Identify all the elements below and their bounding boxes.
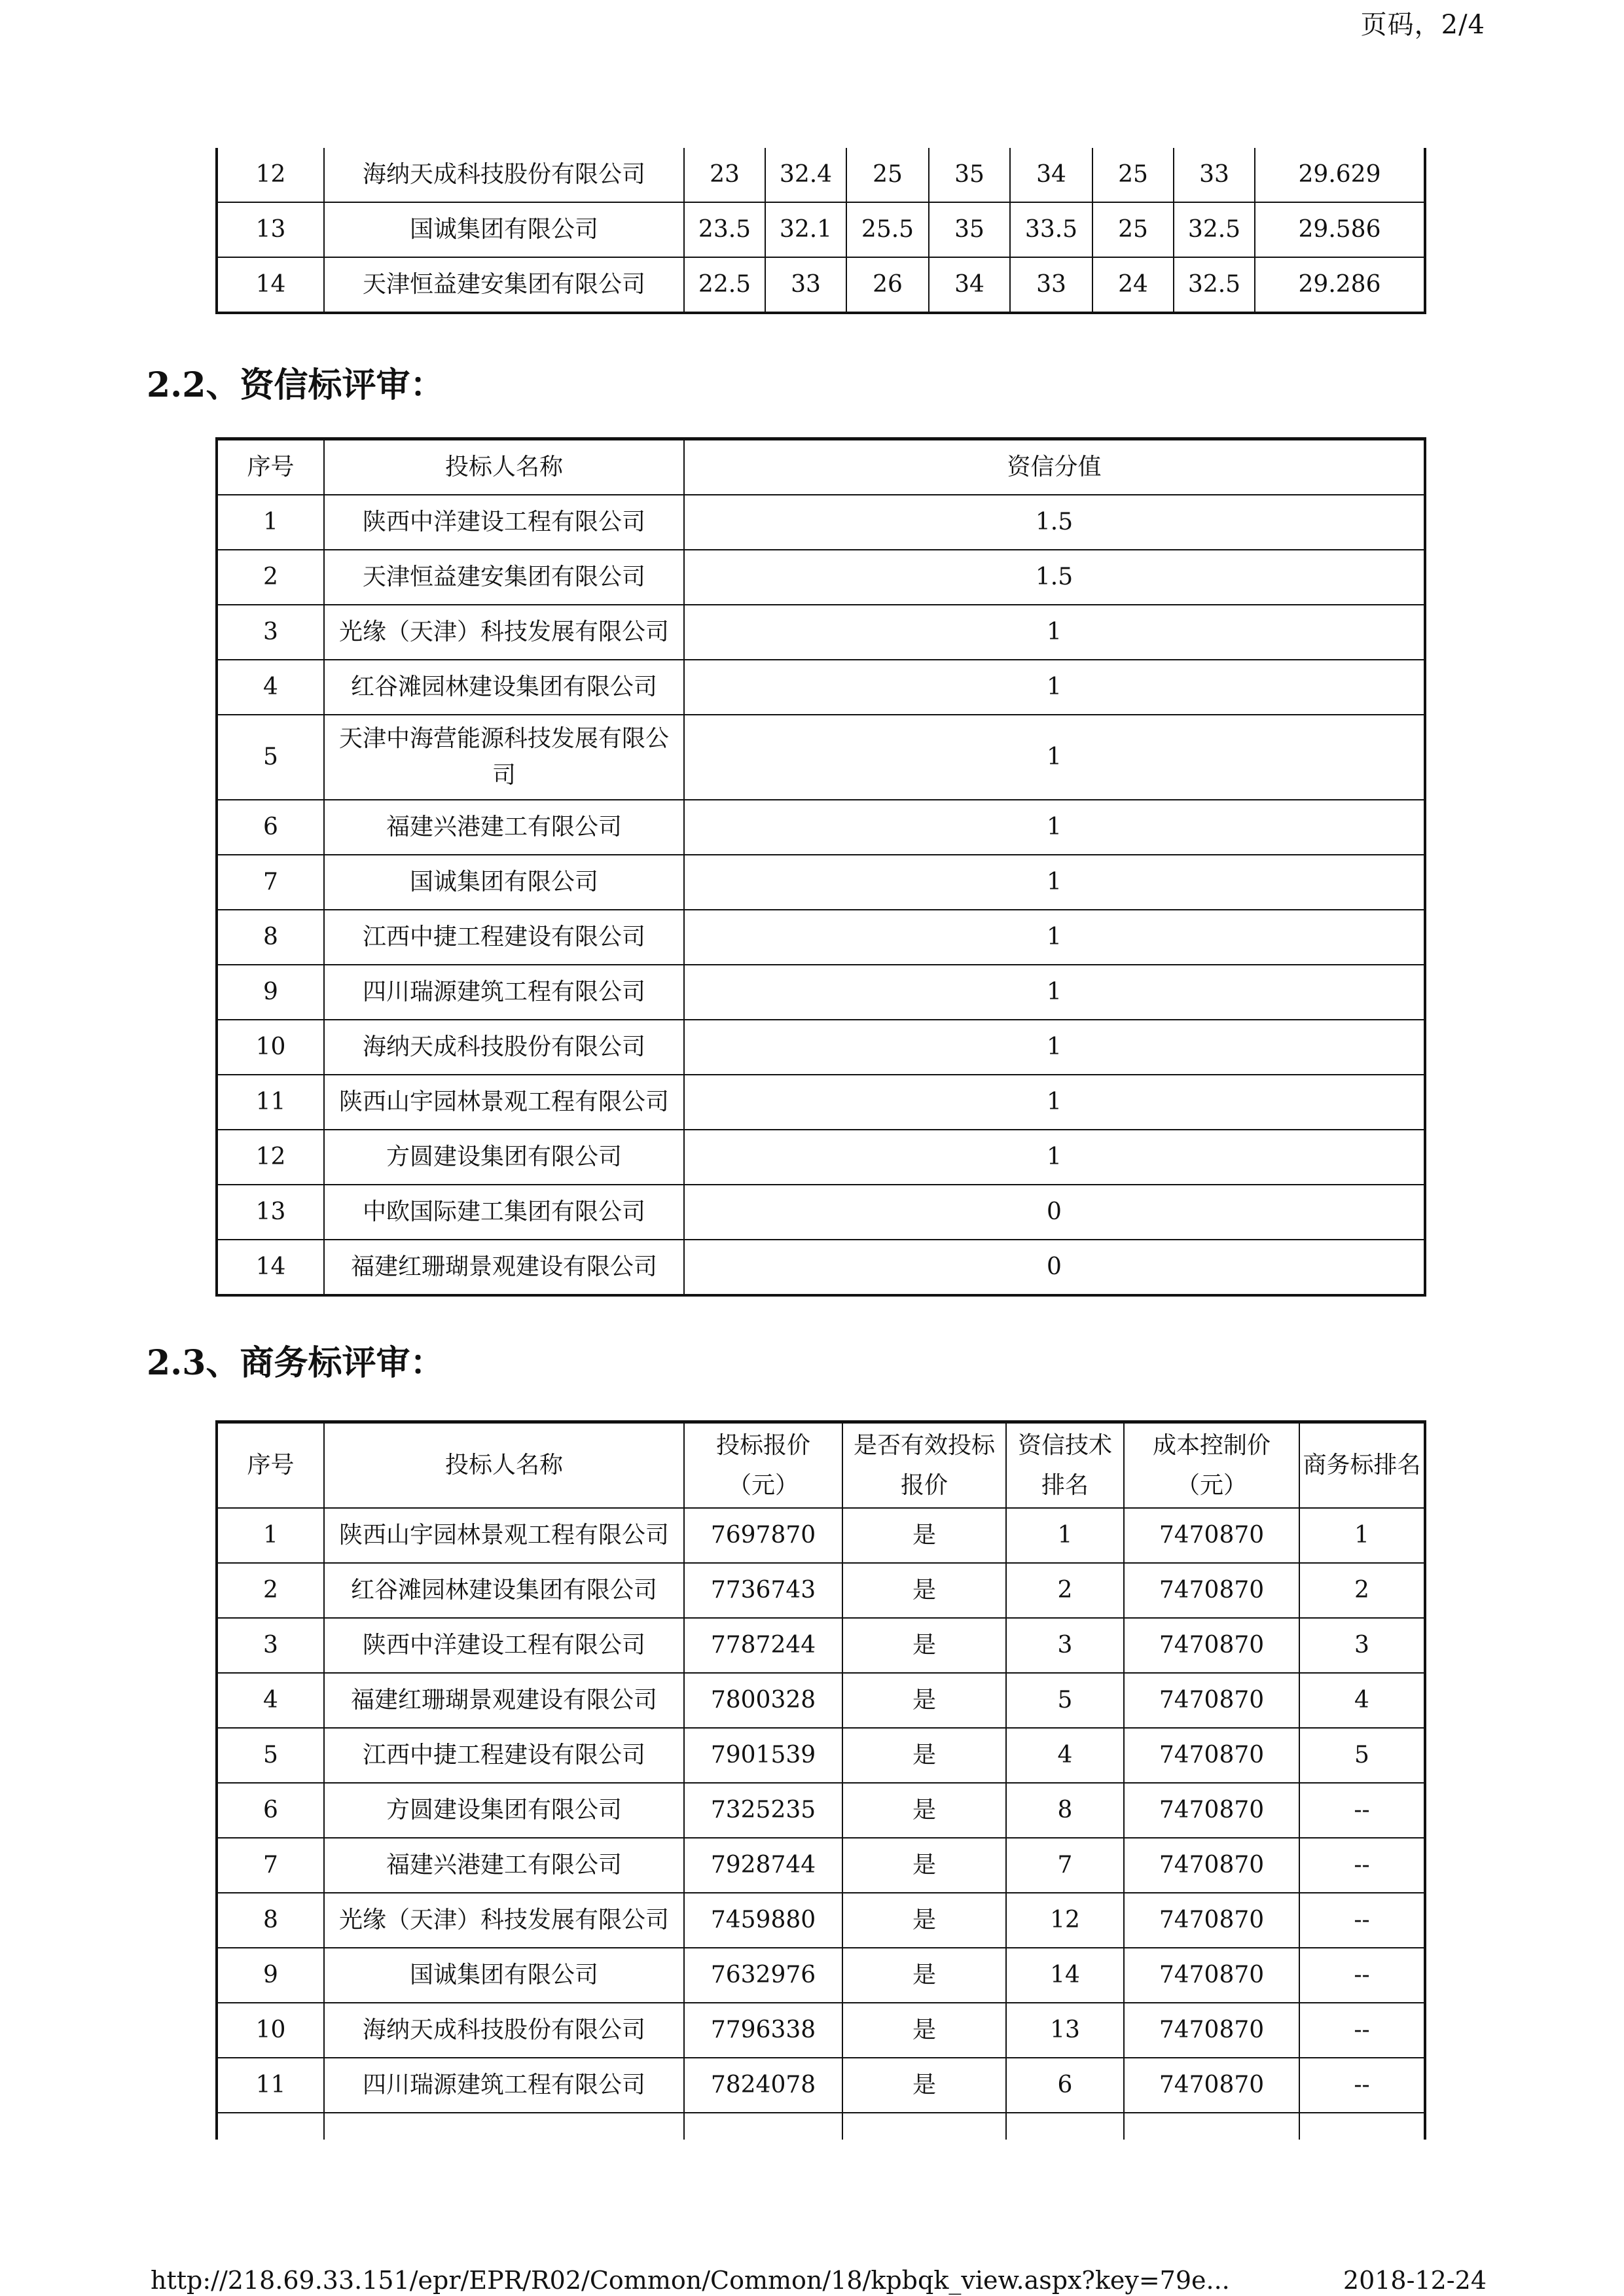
cell-score: 24: [1092, 257, 1174, 313]
cell-business-rank: 4: [1299, 1673, 1425, 1728]
table-row: [217, 2003, 1425, 2058]
cell-index: 8: [217, 1893, 324, 1948]
table-row: [217, 910, 1425, 965]
header-bidder: 投标人名称: [324, 1422, 684, 1509]
cell-score: 32.5: [1174, 257, 1255, 313]
cell-bid-price: 7796338: [684, 2003, 842, 2058]
cell-score: 22.5: [684, 257, 765, 313]
cell-index: 14: [217, 257, 324, 313]
cell-credit-rank: 5: [1006, 1673, 1124, 1728]
cell-credit-rank: 4: [1006, 1728, 1124, 1783]
cell-score: 35: [929, 202, 1010, 257]
cell-valid: 是: [842, 1838, 1006, 1893]
cell-bidder: 海纳天成科技股份有限公司: [324, 1020, 684, 1075]
cell-bid-price: 7824078: [684, 2058, 842, 2113]
cell-score: 25: [846, 148, 929, 202]
cell-credit-score: 1: [684, 800, 1425, 855]
cell-bidder: 光缘（天津）科技发展有限公司: [324, 605, 684, 660]
cell-credit-score: 1: [684, 1130, 1425, 1185]
cell-average: 29.586: [1255, 202, 1425, 257]
cell-cost-control: 7470870: [1124, 1783, 1299, 1838]
cell-index: 11: [217, 1075, 324, 1130]
cell-cost-control: 7470870: [1124, 1838, 1299, 1893]
table-row: [217, 1020, 1425, 1075]
cell-index: 10: [217, 2003, 324, 2058]
table-row: [217, 1838, 1425, 1893]
cell-empty: [217, 2113, 324, 2140]
table-row: [217, 715, 1425, 800]
cell-score: 33: [765, 257, 846, 313]
business-review-table: [215, 1420, 1426, 2140]
cell-valid: 是: [842, 2003, 1006, 2058]
cell-bidder: 陕西中洋建设工程有限公司: [324, 495, 684, 550]
cell-score: 25: [1092, 148, 1174, 202]
cell-credit-rank: 6: [1006, 2058, 1124, 2113]
cell-bid-price: 7800328: [684, 1673, 842, 1728]
cell-index: 11: [217, 2058, 324, 2113]
table-row: [217, 2058, 1425, 2113]
cell-bid-price: 7697870: [684, 1508, 842, 1563]
cell-cost-control: 7470870: [1124, 2058, 1299, 2113]
cell-index: 13: [217, 202, 324, 257]
cell-bidder: 福建兴港建工有限公司: [324, 1838, 684, 1893]
cell-business-rank: 2: [1299, 1563, 1425, 1618]
table-row: [217, 1948, 1425, 2003]
cell-credit-rank: 12: [1006, 1893, 1124, 1948]
cell-business-rank: --: [1299, 1783, 1425, 1838]
cell-bidder: 红谷滩园林建设集团有限公司: [324, 1563, 684, 1618]
cell-index: 6: [217, 1783, 324, 1838]
table-row: [217, 1185, 1425, 1240]
cell-bidder: 陕西中洋建设工程有限公司: [324, 1618, 684, 1673]
table-row: [217, 1508, 1425, 1563]
cell-bidder: 天津恒益建安集团有限公司: [324, 550, 684, 605]
cell-credit-rank: 13: [1006, 2003, 1124, 2058]
header-valid-bid: 是否有效投标报价: [842, 1422, 1006, 1509]
cell-index: 7: [217, 1838, 324, 1893]
cell-bidder: 天津中海营能源科技发展有限公司: [324, 715, 684, 800]
cell-bidder: 福建红珊瑚景观建设有限公司: [324, 1673, 684, 1728]
cell-index: 10: [217, 1020, 324, 1075]
cell-credit-score: 1: [684, 965, 1425, 1020]
table-row: [217, 257, 1425, 313]
cell-bidder: 海纳天成科技股份有限公司: [324, 148, 684, 202]
cell-index: 3: [217, 605, 324, 660]
cell-index: 2: [217, 1563, 324, 1618]
cell-index: 12: [217, 148, 324, 202]
cell-index: 2: [217, 550, 324, 605]
cell-index: 4: [217, 660, 324, 715]
cell-cost-control: 7470870: [1124, 1728, 1299, 1783]
cell-score: 23: [684, 148, 765, 202]
section-title-business-review: 2.3、商务标评审：: [147, 1343, 444, 1383]
cell-index: 7: [217, 855, 324, 910]
cell-cost-control: 7470870: [1124, 1563, 1299, 1618]
cell-index: 8: [217, 910, 324, 965]
page-footer: [151, 2266, 1487, 2295]
cell-valid: 是: [842, 2058, 1006, 2113]
table-row: [217, 1618, 1425, 1673]
cell-empty: [1006, 2113, 1124, 2140]
cell-bidder: 国诚集团有限公司: [324, 855, 684, 910]
header-index: 序号: [217, 1422, 324, 1509]
cell-bidder: 四川瑞源建筑工程有限公司: [324, 2058, 684, 2113]
table-row: [217, 1893, 1425, 1948]
cell-valid: 是: [842, 1618, 1006, 1673]
cell-business-rank: --: [1299, 1893, 1425, 1948]
cell-valid: 是: [842, 1563, 1006, 1618]
cell-credit-score: 1: [684, 910, 1425, 965]
cell-index: 13: [217, 1185, 324, 1240]
cell-credit-score: 1: [684, 1075, 1425, 1130]
cell-index: 3: [217, 1618, 324, 1673]
cell-business-rank: --: [1299, 1948, 1425, 2003]
cell-credit-rank: 8: [1006, 1783, 1124, 1838]
cell-bidder: 光缘（天津）科技发展有限公司: [324, 1893, 684, 1948]
cell-bidder: 方圆建设集团有限公司: [324, 1783, 684, 1838]
cell-business-rank: --: [1299, 2003, 1425, 2058]
cell-score: 33: [1174, 148, 1255, 202]
cell-score: 34: [1010, 148, 1092, 202]
table-row: [217, 148, 1425, 202]
cell-empty: [1299, 2113, 1425, 2140]
cell-bidder: 福建兴港建工有限公司: [324, 800, 684, 855]
table-row: [217, 660, 1425, 715]
cell-valid: 是: [842, 1728, 1006, 1783]
cell-empty: [684, 2113, 842, 2140]
cell-score: 32.5: [1174, 202, 1255, 257]
cell-score: 32.1: [765, 202, 846, 257]
table-row: [217, 855, 1425, 910]
cell-bidder: 江西中捷工程建设有限公司: [324, 910, 684, 965]
cell-bidder: 陕西山宇园林景观工程有限公司: [324, 1508, 684, 1563]
cell-cost-control: 7470870: [1124, 1618, 1299, 1673]
cell-business-rank: 5: [1299, 1728, 1425, 1783]
cell-credit-score: 1: [684, 605, 1425, 660]
cell-cost-control: 7470870: [1124, 1673, 1299, 1728]
header-credit-rank: 资信技术排名: [1006, 1422, 1124, 1509]
cell-bidder: 陕西山宇园林景观工程有限公司: [324, 1075, 684, 1130]
cell-bidder: 海纳天成科技股份有限公司: [324, 2003, 684, 2058]
cell-cost-control: 7470870: [1124, 1893, 1299, 1948]
cell-credit-rank: 3: [1006, 1618, 1124, 1673]
cell-credit-score: 1.5: [684, 550, 1425, 605]
cell-valid: 是: [842, 1893, 1006, 1948]
table-row: [217, 800, 1425, 855]
cell-credit-score: 1: [684, 1020, 1425, 1075]
cell-bid-price: 7459880: [684, 1893, 842, 1948]
table-row: [217, 1563, 1425, 1618]
cell-credit-rank: 1: [1006, 1508, 1124, 1563]
table-row: [217, 495, 1425, 550]
header-bidder: 投标人名称: [324, 439, 684, 495]
table-row: [217, 1783, 1425, 1838]
table-row: [217, 965, 1425, 1020]
cell-valid: 是: [842, 1508, 1006, 1563]
cell-business-rank: --: [1299, 2058, 1425, 2113]
cell-credit-score: 1.5: [684, 495, 1425, 550]
cell-cost-control: 7470870: [1124, 2003, 1299, 2058]
cell-index: 5: [217, 1728, 324, 1783]
cell-index: 9: [217, 965, 324, 1020]
footer-url: http://218.69.33.151/epr/EPR/R02/Common/Common/18/kpbqk_view.aspx?key=79e...: [151, 2266, 1230, 2295]
cell-score: 33.5: [1010, 202, 1092, 257]
table-row: [217, 1728, 1425, 1783]
cell-empty: [1124, 2113, 1299, 2140]
table-row: [217, 1240, 1425, 1295]
table-header-row: [217, 439, 1425, 495]
cell-valid: 是: [842, 1948, 1006, 2003]
cell-bidder: 国诚集团有限公司: [324, 1948, 684, 2003]
cell-cost-control: 7470870: [1124, 1948, 1299, 2003]
cell-valid: 是: [842, 1673, 1006, 1728]
cell-cost-control: 7470870: [1124, 1508, 1299, 1563]
table-row: [217, 605, 1425, 660]
cell-average: 29.629: [1255, 148, 1425, 202]
table-row: [217, 1673, 1425, 1728]
cell-bid-price: 7787244: [684, 1618, 842, 1673]
cell-index: 9: [217, 1948, 324, 2003]
cell-index: 4: [217, 1673, 324, 1728]
header-cost-control: 成本控制价（元）: [1124, 1422, 1299, 1509]
cell-credit-score: 1: [684, 855, 1425, 910]
cell-business-rank: 3: [1299, 1618, 1425, 1673]
cell-bidder: 四川瑞源建筑工程有限公司: [324, 965, 684, 1020]
cell-business-rank: 1: [1299, 1508, 1425, 1563]
cell-index: 6: [217, 800, 324, 855]
cell-score: 25: [1092, 202, 1174, 257]
header-business-rank: 商务标排名: [1299, 1422, 1425, 1509]
cell-index: 14: [217, 1240, 324, 1295]
cell-index: 5: [217, 715, 324, 800]
cell-credit-rank: 2: [1006, 1563, 1124, 1618]
technical-score-table-continued: [215, 148, 1426, 314]
cell-credit-score: 0: [684, 1185, 1425, 1240]
cell-credit-rank: 7: [1006, 1838, 1124, 1893]
cell-index: 1: [217, 495, 324, 550]
cell-valid: 是: [842, 1783, 1006, 1838]
cell-bid-price: 7928744: [684, 1838, 842, 1893]
cell-bid-price: 7736743: [684, 1563, 842, 1618]
cell-credit-score: 1: [684, 660, 1425, 715]
cell-bidder: 天津恒益建安集团有限公司: [324, 257, 684, 313]
cell-bid-price: 7901539: [684, 1728, 842, 1783]
cell-credit-score: 1: [684, 715, 1425, 800]
table-header-row: [217, 1422, 1425, 1509]
footer-date: 2018-12-24: [1343, 2266, 1487, 2295]
cell-credit-score: 0: [684, 1240, 1425, 1295]
cell-average: 29.286: [1255, 257, 1425, 313]
table-row: [217, 202, 1425, 257]
cell-business-rank: --: [1299, 1838, 1425, 1893]
header-bid-price: 投标报价（元）: [684, 1422, 842, 1509]
table-row: [217, 1075, 1425, 1130]
cell-bid-price: 7325235: [684, 1783, 842, 1838]
table-row: [217, 550, 1425, 605]
cell-index: 1: [217, 1508, 324, 1563]
cell-score: 34: [929, 257, 1010, 313]
cell-score: 32.4: [765, 148, 846, 202]
cell-score: 26: [846, 257, 929, 313]
cell-bidder: 方圆建设集团有限公司: [324, 1130, 684, 1185]
table-row: [217, 1130, 1425, 1185]
cell-index: 12: [217, 1130, 324, 1185]
cell-score: 33: [1010, 257, 1092, 313]
cell-empty: [324, 2113, 684, 2140]
cell-score: 35: [929, 148, 1010, 202]
page-number: 页码，2/4: [1360, 10, 1485, 40]
cell-bidder: 红谷滩园林建设集团有限公司: [324, 660, 684, 715]
header-credit-score: 资信分值: [684, 439, 1425, 495]
cell-bidder: 江西中捷工程建设有限公司: [324, 1728, 684, 1783]
cell-empty: [842, 2113, 1006, 2140]
credit-review-table: [215, 437, 1426, 1297]
cell-bidder: 国诚集团有限公司: [324, 202, 684, 257]
table-row-cut: [217, 2113, 1425, 2140]
cell-score: 25.5: [846, 202, 929, 257]
cell-bidder: 福建红珊瑚景观建设有限公司: [324, 1240, 684, 1295]
cell-bidder: 中欧国际建工集团有限公司: [324, 1185, 684, 1240]
cell-credit-rank: 14: [1006, 1948, 1124, 2003]
header-index: 序号: [217, 439, 324, 495]
cell-bid-price: 7632976: [684, 1948, 842, 2003]
section-title-credit-review: 2.2、资信标评审：: [147, 365, 444, 405]
cell-score: 23.5: [684, 202, 765, 257]
